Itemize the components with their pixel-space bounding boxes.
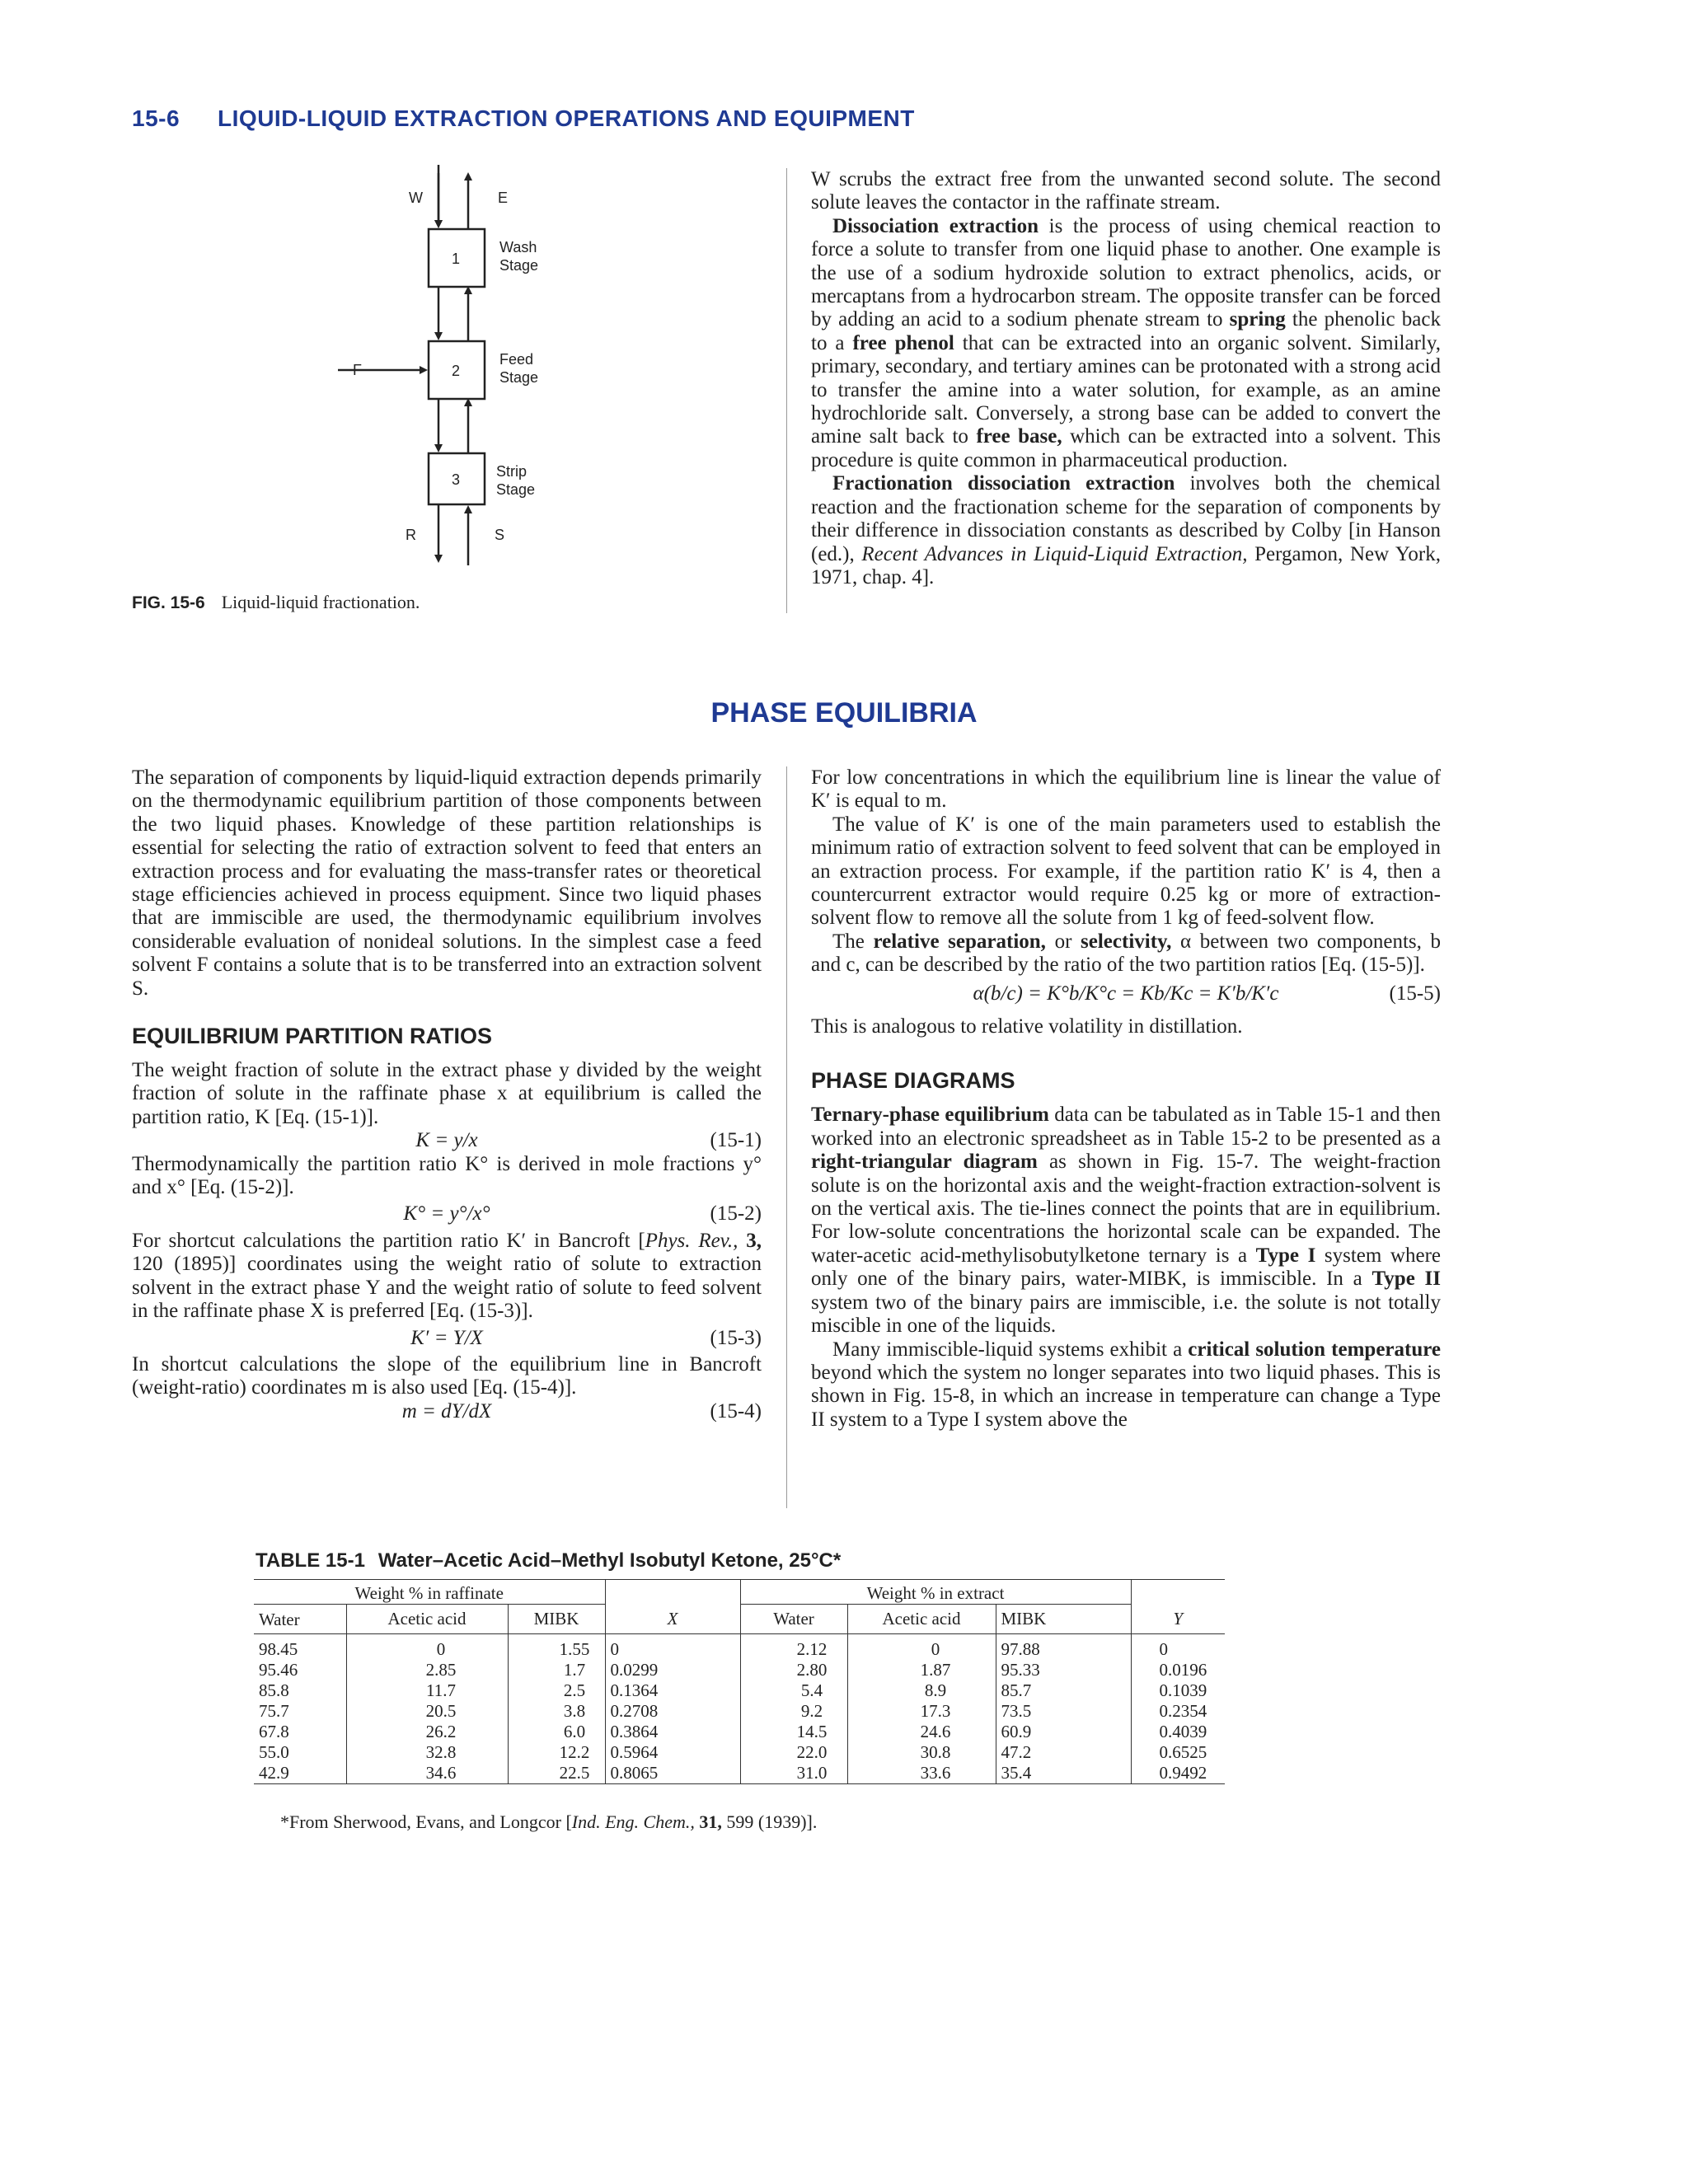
left-column bbox=[132, 766, 762, 1423]
paragraph: In shortcut calculations the slope of the equilibrium line in Bancroft (weight-ratio) coordinates m is also used [Eq. (15-4)]. bbox=[132, 1352, 762, 1399]
table-cell: 34.6 bbox=[346, 1763, 508, 1784]
table-cell: 2.12 bbox=[740, 1634, 847, 1661]
table-cell: 1.55 bbox=[508, 1634, 605, 1661]
table-cell: 9.2 bbox=[740, 1701, 847, 1722]
table-cell: 20.5 bbox=[346, 1701, 508, 1722]
table-row bbox=[254, 1722, 1225, 1742]
table-row bbox=[254, 1701, 1225, 1722]
stage-1-label: Wash bbox=[499, 239, 537, 255]
table-cell: 85.8 bbox=[254, 1680, 346, 1701]
table-cell: 0.6525 bbox=[1159, 1742, 1207, 1762]
label-s: S bbox=[495, 527, 505, 543]
stage-1-number: 1 bbox=[452, 251, 461, 267]
table-cell: 14.5 bbox=[740, 1722, 847, 1742]
table-title bbox=[256, 1549, 841, 1572]
intro-paragraph: The separation of components by liquid-liquid extraction depends primarily on the thermodynamic equilibrium partition of those components between the two liquid phases. Knowledge of these partition relationships is essential for selecting the ratio of extraction solvent to feed that enters an extraction process and for evaluating the mass-transfer rates or theoretical stage efficiencies achieved in process equipment. Since two liquid phases that are immiscible are used, the thermodynamic equilibrium involves considerable evaluation of nonideal solutions. In the simplest case a feed solvent F contains a solute that is to be transferred into an extraction solvent S. bbox=[132, 766, 762, 1000]
fractionation-diagram bbox=[313, 165, 610, 577]
table-cell: 0.5964 bbox=[605, 1742, 740, 1763]
table-row bbox=[254, 1742, 1225, 1763]
table-cell: 2.85 bbox=[346, 1660, 508, 1680]
column-header: MIBK bbox=[996, 1605, 1131, 1634]
figure-15-6 bbox=[313, 165, 610, 577]
table-cell: 0.1364 bbox=[605, 1680, 740, 1701]
table-cell: 0.3864 bbox=[605, 1722, 740, 1742]
column-header: Acetic acid bbox=[847, 1605, 996, 1634]
table-cell: 0.0299 bbox=[605, 1660, 740, 1680]
stage-2-label: Feed bbox=[499, 351, 534, 368]
table-cell: 30.8 bbox=[847, 1742, 996, 1763]
group-header-raffinate: Weight % in raffinate bbox=[254, 1580, 605, 1605]
table-cell: 97.88 bbox=[996, 1634, 1131, 1661]
table-cell: 26.2 bbox=[346, 1722, 508, 1742]
table-cell: 0.2708 bbox=[605, 1701, 740, 1722]
stage-2-number: 2 bbox=[452, 363, 461, 379]
table-footnote: *From Sherwood, Evans, and Longcor [Ind. Eng. Chem., 31, 599 (1939)]. bbox=[280, 1811, 818, 1832]
label-r: R bbox=[406, 527, 416, 543]
table-number: TABLE 15-1 bbox=[256, 1549, 365, 1572]
paragraph: The weight fraction of solute in the extract phase y divided by the weight fraction of solute in the raffinate phase x at equilibrium is called the partition ratio, K [Eq. (15-1)]. bbox=[132, 1059, 762, 1128]
right-column bbox=[811, 766, 1441, 1432]
table-row bbox=[254, 1634, 1225, 1661]
equation-15-1: K = y/x (15-1) bbox=[415, 1129, 762, 1152]
table-cell: 0.4039 bbox=[1159, 1722, 1207, 1741]
paragraph-fractionation: Fractionation dissociation extraction involves both the chemical reaction and the fractionation scheme for the separation of components by their difference in dissociation constants as described by Colby [in Hanson (ed.), Recent Advances in Liquid-Liquid Extraction, Pergamon, New York, 1971, chap. 4]. bbox=[811, 472, 1441, 588]
figure-caption-number: FIG. 15-6 bbox=[132, 593, 205, 612]
table-cell: 33.6 bbox=[847, 1763, 996, 1784]
label-w: W bbox=[409, 190, 423, 206]
paragraph: This is analogous to relative volatility in distillation. bbox=[811, 1015, 1243, 1038]
table-cell: 0.0196 bbox=[1159, 1660, 1207, 1680]
paragraph: Thermodynamically the partition ratio K° is derived in mole fractions y° and x° [Eq. (15-2)]. bbox=[132, 1152, 762, 1199]
table-cell: 75.7 bbox=[254, 1701, 346, 1722]
table-cell: 60.9 bbox=[996, 1722, 1131, 1742]
table-cell: 5.4 bbox=[740, 1680, 847, 1701]
table-cell: 1.7 bbox=[508, 1660, 605, 1680]
table-cell: 47.2 bbox=[996, 1742, 1131, 1763]
column-header: Water bbox=[254, 1605, 346, 1634]
paragraph: The value of K′ is one of the main parameters used to establish the minimum ratio of extraction solvent to feed solvent that can be employed in an extraction process. For example, if the partition ratio K′ is 4, then a countercurrent extractor would require 0.25 kg or more of extraction-solvent flow to remove all the solute from 1 kg of feed-solvent flow. bbox=[811, 813, 1441, 930]
table-cell: 22.5 bbox=[508, 1763, 605, 1784]
table-cell: 1.87 bbox=[847, 1660, 996, 1680]
stage-1-label2: Stage bbox=[499, 257, 539, 274]
table-cell: 98.45 bbox=[254, 1634, 346, 1661]
table-cell: 11.7 bbox=[346, 1680, 508, 1701]
paragraph-ternary: Ternary-phase equilibrium data can be tabulated as in Table 15-1 and then worked into an electronic spreadsheet as in Table 15-2 to be presented as a right-triangular diagram as shown in Fig. 15-7. The weight-fraction solute is on the horizontal axis and the weight-fraction extraction-solvent is on the vertical axis. The tie-lines connect the points that are in equilibrium. For low-solute concentrations the horizontal scale can be expanded. The water-acetic acid-methylisobutylketone ternary is a Type I system where only one of the binary pairs, water-MIBK, is immiscible. In a Type II system two of the binary pairs are immiscible, i.e. the solute is not totally miscible in one of the liquids. bbox=[811, 1104, 1442, 1338]
table-cell: 0.9492 bbox=[1159, 1763, 1207, 1783]
stage-3-label: Strip bbox=[496, 463, 528, 480]
subheading-partition-ratios: EQUILIBRIUM PARTITION RATIOS bbox=[132, 1024, 492, 1049]
table-cell: 73.5 bbox=[996, 1701, 1131, 1722]
table-cell: 2.80 bbox=[740, 1660, 847, 1680]
table-cell: 0 bbox=[1159, 1639, 1168, 1659]
table-cell: 0 bbox=[605, 1634, 740, 1661]
table-cell: 31.0 bbox=[740, 1763, 847, 1784]
table-cell: 6.0 bbox=[508, 1722, 605, 1742]
table-cell: 24.6 bbox=[847, 1722, 996, 1742]
table-cell: 85.7 bbox=[996, 1680, 1131, 1701]
top-right-column bbox=[811, 168, 1441, 589]
paragraph: For low concentrations in which the equilibrium line is linear the value of K′ is equal to m. bbox=[811, 766, 1441, 813]
paragraph-dissociation: Dissociation extraction is the process of using chemical reaction to force a solute to transfer from one liquid phase to another. One example is the use of a sodium hydroxide solution to extract phenolics, acids, or mercaptans from a hydrocarbon stream. The opposite transfer can be forced by adding an acid to a sodium phenate stream to spring the phenolic back to a free phenol that can be extracted into an organic solvent. Similarly, primary, secondary, and tertiary amines can be protonated with a strong acid to transfer the amine into a water solution, for example, as an amine hydrochloride salt. Conversely, a strong base can be added to convert the amine salt back to free base, which can be extracted into a solvent. This procedure is quite common in pharmaceutical production. bbox=[811, 214, 1441, 471]
data-table bbox=[254, 1579, 1225, 1784]
paragraph: For shortcut calculations the partition ratio K′ in Bancroft [Phys. Rev., 3, 120 (1895)] coordinates using the weight ratio of solute to extraction solvent in the extract phase Y and the weight ratio of solute to feed solvent in the raffinate phase X is preferred [Eq. (15-3)]. bbox=[132, 1229, 762, 1323]
table-cell: 67.8 bbox=[254, 1722, 346, 1742]
column-header: X bbox=[605, 1605, 740, 1634]
table-cell: 0.2354 bbox=[1159, 1701, 1207, 1721]
column-header: Water bbox=[740, 1605, 847, 1634]
table-row bbox=[254, 1680, 1225, 1701]
table-row bbox=[254, 1660, 1225, 1680]
group-header-extract: Weight % in extract bbox=[740, 1580, 1131, 1605]
table-cell: 2.5 bbox=[508, 1680, 605, 1701]
table-row bbox=[254, 1763, 1225, 1784]
table-caption: Water–Acetic Acid–Methyl Isobutyl Ketone, 25°C* bbox=[377, 1549, 842, 1572]
table-cell: 22.0 bbox=[740, 1742, 847, 1763]
equation-15-2: K° = y°/x° (15-2) bbox=[403, 1202, 762, 1226]
label-e: E bbox=[498, 190, 509, 206]
paragraph: W scrubs the extract free from the unwanted second solute. The second solute leaves the contactor in the raffinate stream. bbox=[811, 168, 1441, 214]
label-f: F bbox=[353, 362, 362, 378]
table-cell: 8.9 bbox=[847, 1680, 996, 1701]
equation-15-5: α(b/c) = K°b/K°c = Kb/Kc = K′b/K′c (15-5) bbox=[973, 982, 1441, 1005]
table-cell: 95.46 bbox=[254, 1660, 346, 1680]
table-cell: 0.1039 bbox=[1159, 1680, 1207, 1700]
table-cell: 32.8 bbox=[346, 1742, 508, 1763]
paragraph-critical: Many immiscible-liquid systems exhibit a critical solution temperature beyond which the system no longer separates into two liquid phases. This is shown in Fig. 15-8, in which an increase in temperature can change a Type II system to a Type I system above the bbox=[811, 1338, 1441, 1431]
stage-3-label2: Stage bbox=[496, 481, 536, 498]
running-header bbox=[132, 105, 915, 132]
column-rule-bottom bbox=[786, 766, 787, 1508]
table-cell: 0.8065 bbox=[605, 1763, 740, 1784]
column-header: Acetic acid bbox=[346, 1605, 508, 1634]
page-number: 15-6 bbox=[132, 105, 181, 131]
stage-2-label2: Stage bbox=[499, 369, 539, 386]
table-cell: 3.8 bbox=[508, 1701, 605, 1722]
section-title: PHASE EQUILIBRIA bbox=[710, 697, 978, 729]
column-header: Y bbox=[1173, 1608, 1184, 1629]
figure-caption-text: Liquid-liquid fractionation. bbox=[221, 592, 420, 612]
equation-15-3: K′ = Y/X (15-3) bbox=[410, 1326, 762, 1349]
table-cell: 0 bbox=[847, 1634, 996, 1661]
table-cell: 0 bbox=[346, 1634, 508, 1661]
subheading-phase-diagrams: PHASE DIAGRAMS bbox=[811, 1068, 1015, 1094]
table-cell: 95.33 bbox=[996, 1660, 1131, 1680]
header-title: LIQUID-LIQUID EXTRACTION OPERATIONS AND EQUIPMENT bbox=[218, 105, 915, 131]
table-cell: 55.0 bbox=[254, 1742, 346, 1763]
column-header: MIBK bbox=[508, 1605, 605, 1634]
table-cell: 35.4 bbox=[996, 1763, 1131, 1784]
figure-caption bbox=[132, 592, 420, 613]
stage-3-number: 3 bbox=[452, 471, 461, 488]
table-cell: 12.2 bbox=[508, 1742, 605, 1763]
equation-15-4: m = dY/dX (15-4) bbox=[401, 1399, 762, 1422]
column-rule-top bbox=[786, 168, 787, 613]
table-cell: 42.9 bbox=[254, 1763, 346, 1784]
table-cell: 17.3 bbox=[847, 1701, 996, 1722]
paragraph-selectivity: The relative separation, or selectivity, α between two components, b and c, can be described by the ratio of the two partition ratios [Eq. (15-5)]. bbox=[811, 930, 1442, 977]
